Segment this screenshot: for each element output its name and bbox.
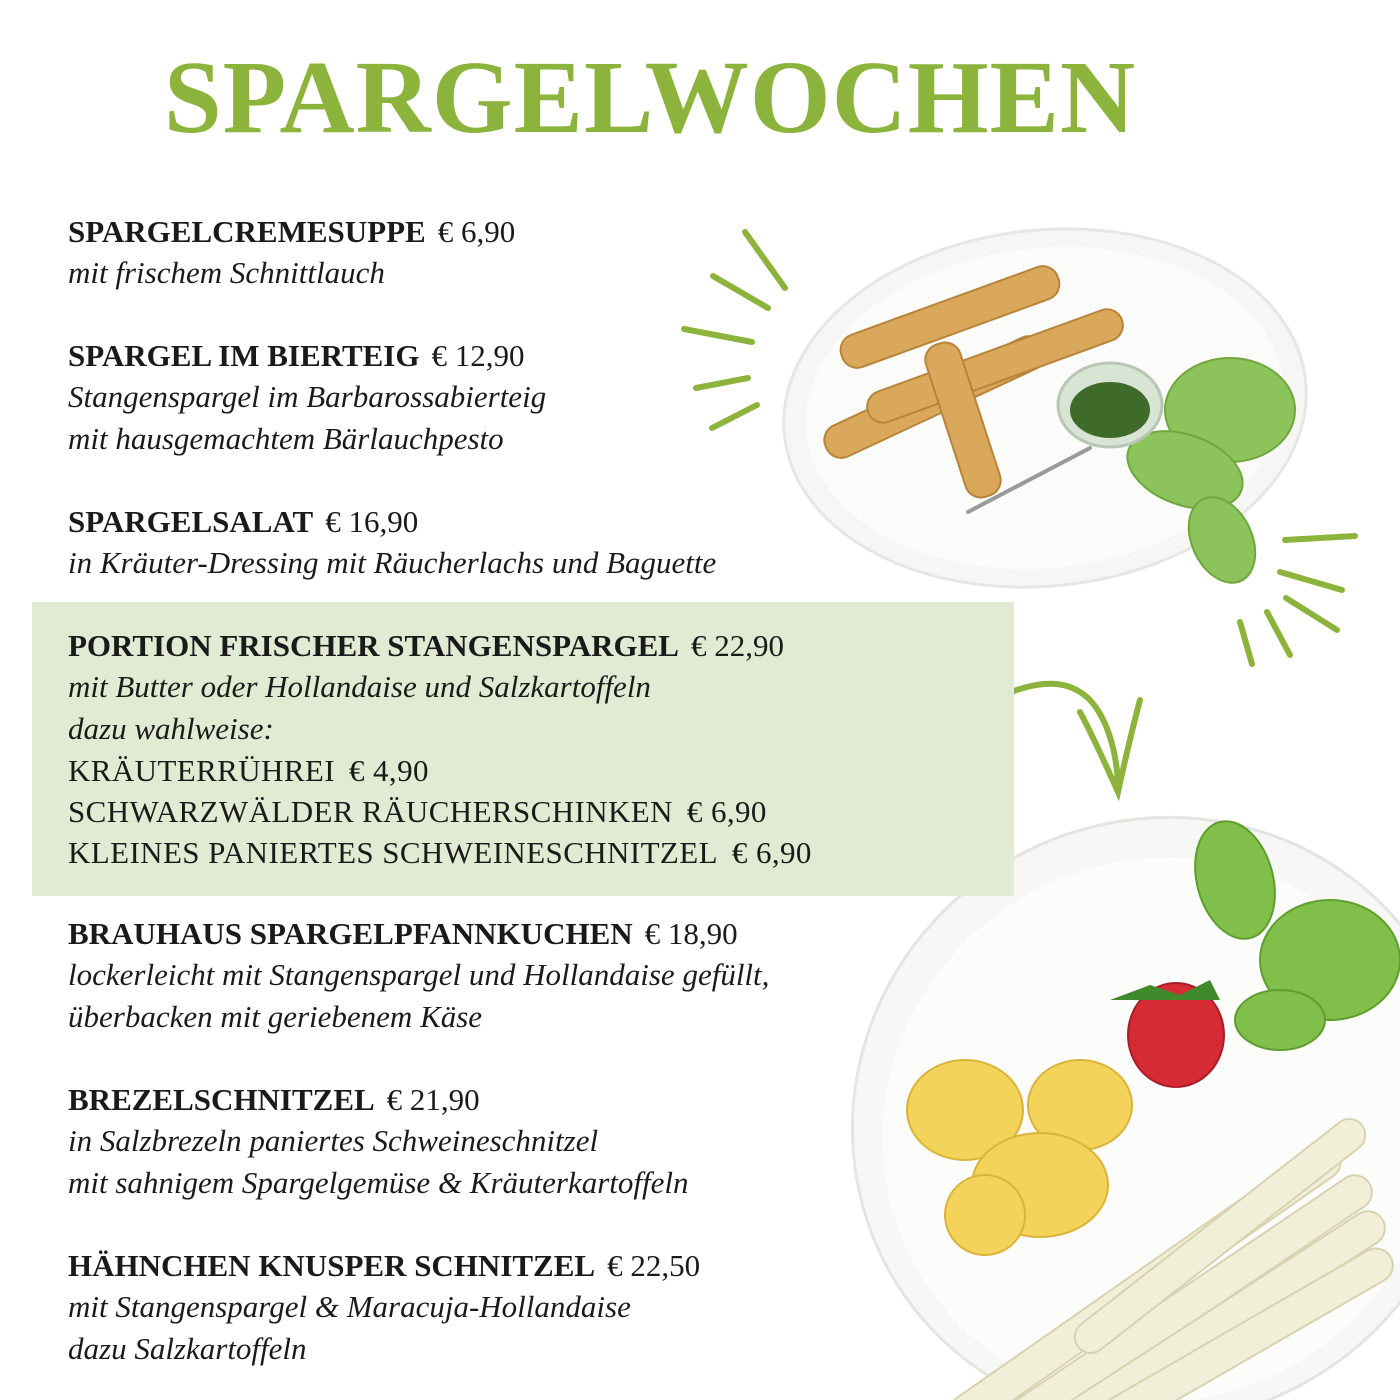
extra-price: € 6,90 <box>731 835 812 870</box>
item-description: dazu wahlweise: <box>68 711 274 746</box>
item-name: PORTION FRISCHER STANGENSPARGEL <box>68 628 679 663</box>
item-description: in Kräuter-Dressing mit Räucherlachs und Baguette <box>68 545 717 580</box>
item-description: in Salzbrezeln paniertes Schweineschnitzel <box>68 1123 599 1158</box>
page-title: SPARGELWOCHEN <box>163 40 1137 155</box>
item-description: überbacken mit geriebenem Käse <box>68 999 483 1034</box>
item-description: Stangenspargel im Barbarossabierteig <box>68 379 547 414</box>
extra-price: € 4,90 <box>348 753 429 788</box>
item-price: € 12,90 <box>431 338 525 373</box>
extra-name: KRÄUTERRÜHREI <box>68 753 335 788</box>
menu-item-spargelcremesuppe <box>68 212 515 294</box>
item-price: € 21,90 <box>386 1082 480 1117</box>
item-name: SPARGEL IM BIERTEIG <box>68 338 420 373</box>
menu-item-portion-stangenspargel <box>68 626 812 873</box>
extra-option <box>68 791 812 832</box>
menu-item-haehnchen-knusper-schnitzel <box>68 1246 700 1370</box>
menu-item-brezelschnitzel <box>68 1080 689 1204</box>
item-description: lockerleicht mit Stangenspargel und Hollandaise gefüllt, <box>68 957 770 992</box>
item-price: € 6,90 <box>437 214 516 249</box>
item-price: € 18,90 <box>644 916 738 951</box>
extra-name: KLEINES PANIERTES SCHWEINESCHNITZEL <box>68 835 718 870</box>
extra-name: SCHWARZWÄLDER RÄUCHERSCHINKEN <box>68 794 673 829</box>
menu-item-spargelsalat <box>68 502 716 584</box>
item-description: mit hausgemachtem Bärlauchpesto <box>68 421 504 456</box>
item-price: € 22,90 <box>690 628 784 663</box>
item-price: € 22,50 <box>607 1248 701 1283</box>
item-description: dazu Salzkartoffeln <box>68 1331 307 1366</box>
extra-price: € 6,90 <box>686 794 767 829</box>
item-name: BRAUHAUS SPARGELPFANNKUCHEN <box>68 916 633 951</box>
menu-item-spargelpfannkuchen <box>68 914 769 1038</box>
item-name: HÄHNCHEN KNUSPER SCHNITZEL <box>68 1248 596 1283</box>
item-name: SPARGELCREMESUPPE <box>68 214 426 249</box>
item-name: BREZELSCHNITZEL <box>68 1082 375 1117</box>
item-price: € 16,90 <box>325 504 419 539</box>
accent-rays-right <box>1240 536 1355 664</box>
item-description: mit Butter oder Hollandaise und Salzkartoffeln <box>68 669 651 704</box>
item-name: SPARGELSALAT <box>68 504 314 539</box>
item-description: mit Stangenspargel & Maracuja-Hollandaise <box>68 1289 631 1324</box>
plate-beer-batter-asparagus-photo <box>766 204 1324 613</box>
extra-option <box>68 832 812 873</box>
extra-option <box>68 750 812 791</box>
menu-item-spargel-im-bierteig <box>68 336 546 460</box>
accent-rays-top <box>684 232 785 428</box>
item-description: mit sahnigem Spargelgemüse & Kräuterkartoffeln <box>68 1165 689 1200</box>
item-description: mit frischem Schnittlauch <box>68 255 385 290</box>
